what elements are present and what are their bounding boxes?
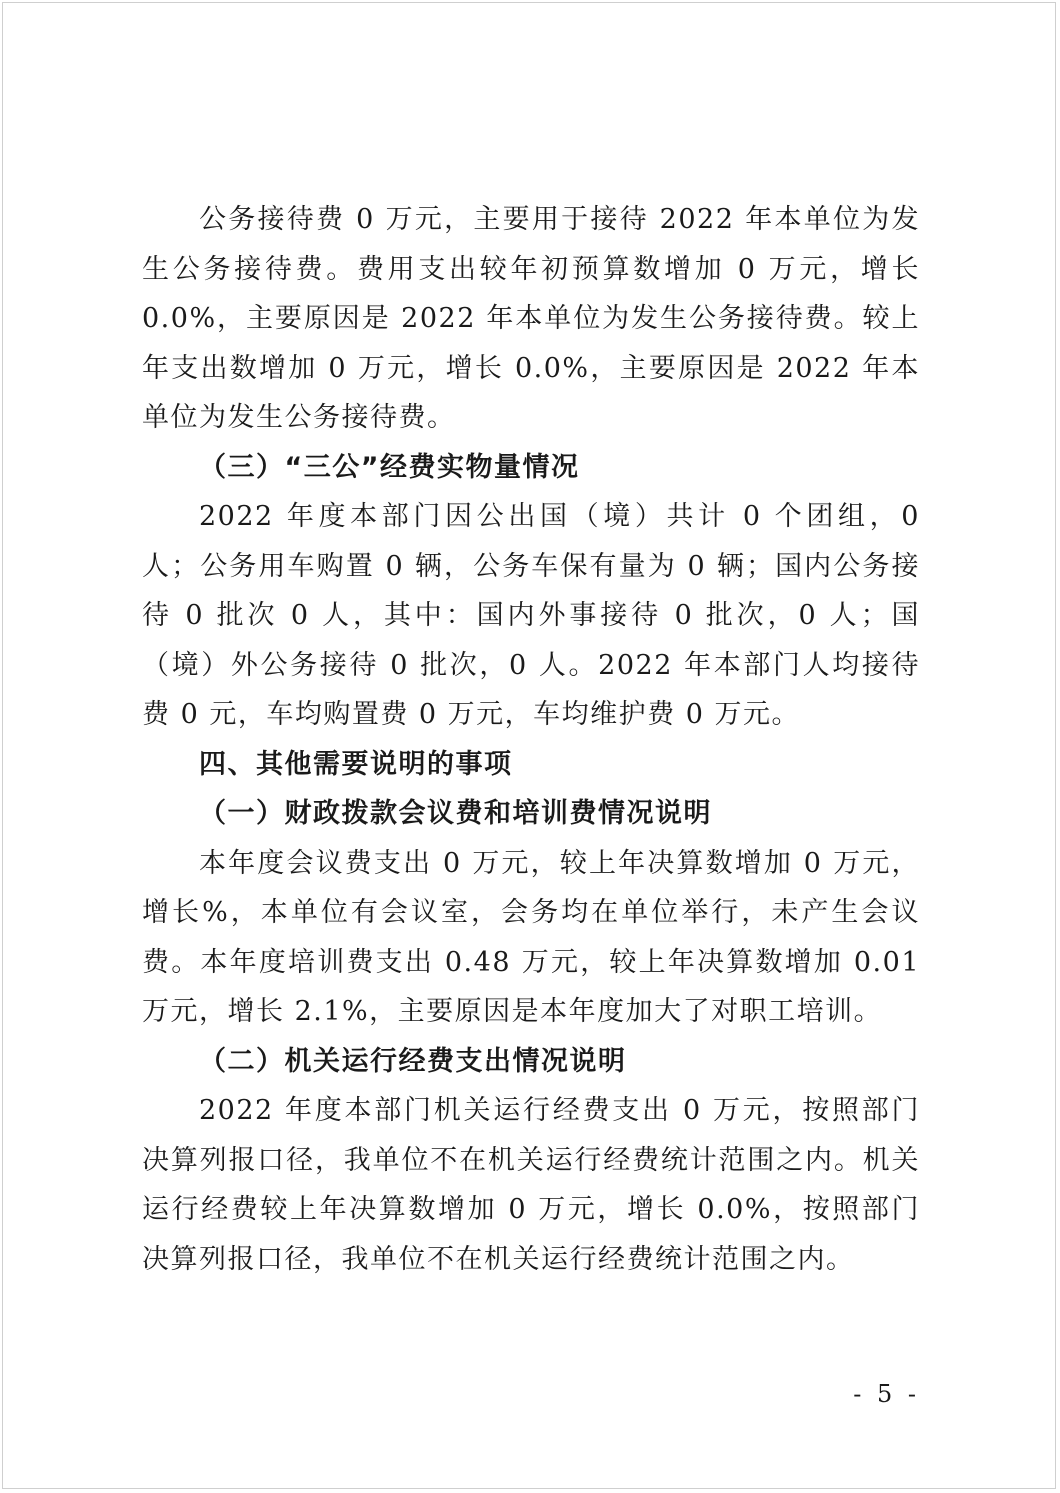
paragraph-operating-expenses: 2022 年度本部门机关运行经费支出 0 万元，按照部门决算列报口径，我单位不在机关运行经费统计范围之内。机关运行经费较上年决算数增加 0 万元，增长 0.0%，按照部门决算列报口径，我单位不在机关运行经费统计范围之内。 — [142, 1095, 920, 1275]
page-number: - 5 - — [853, 1380, 920, 1408]
heading-meeting-training-fees: （一）财政拨款会议费和培训费情况说明 — [199, 798, 712, 829]
heading-operating-expenses: （二）机关运行经费支出情况说明 — [199, 1045, 627, 1077]
heading-three-public-quantity: （三）“三公”经费实物量情况 — [199, 451, 580, 483]
paragraph-reception-fee: 公务接待费 0 万元，主要用于接待 2022 年本单位为发生公务接待费。费用支出较年初预算数增加 0 万元，增长 0.0%，主要原因是 2022 年本单位为发生公务接待费。较上年支出数增加 0 万元，增长 0.0%，主要原因是 2022 年本单位为发生公务接待费。 — [142, 204, 920, 433]
paragraph-three-public-quantity: 2022 年度本部门因公出国（境）共计 0 个团组，0 人；公务用车购置 0 辆，公务车保有量为 0 辆；国内公务接待 0 批次 0 人，其中：国内外事接待 0 批次，0 人；国（境）外公务接待 0 批次，0 人。2022 年本部门人均接待费 0 元，车均购置费 0 万元，车均维护费 0 万元。 — [142, 501, 920, 730]
heading-other-matters: 四、其他需要说明的事项 — [199, 748, 513, 780]
document-body — [142, 195, 920, 1284]
paragraph-meeting-training-fees: 本年度会议费支出 0 万元，较上年决算数增加 0 万元，增长%，本单位有会议室，会务均在单位举行，未产生会议费。本年度培训费支出 0.48 万元，较上年决算数增加 0.01 万元，增长 2.1%，主要原因是本年度加大了对职工培训。 — [142, 847, 920, 1027]
